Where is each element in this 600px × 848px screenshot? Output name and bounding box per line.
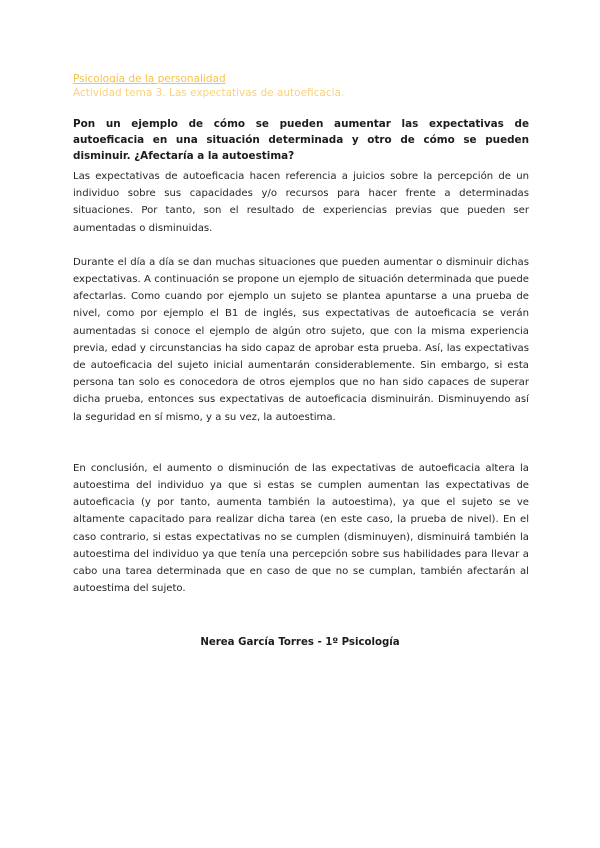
course-title: Psicología de la personalidad — [73, 73, 226, 85]
question-text: Pon un ejemplo de cómo se pueden aumentar las expectativas de autoeficacia en una situación determinada y otro de cómo se pueden disminuir. ¿Afectaría a la autoestima? — [73, 118, 529, 162]
paragraph-conclusion: En conclusión, el aumento o disminución de las expectativas de autoeficacia altera la autoestima del individuo ya que si estas se cumplen aumentan las expectativas de autoeficacia (y por tanto, aumenta también la autoestima), ya que el sujeto se ve altamente capacitado para realizar dicha tarea (en este caso, la prueba de nivel). En el caso contrario, si estas expectativas no se cumplen (disminuyen), disminuirá también la autoestima del individuo ya que tenía una percepción sobre sus habilidades para llevar a cabo una tarea determinada que en caso de que no se cumplan, también afectarán al autoestima del sujeto. — [73, 462, 529, 595]
document-page — [73, 72, 529, 597]
paragraph-spacer — [73, 237, 529, 254]
paragraph-definition: Las expectativas de autoeficacia hacen referencia a juicios sobre la percepción de un individuo sobre sus capacidades y/o recursos para hacer frente a determinadas situaciones. Por tanto, son el resultado de experiencias previas que pueden ser aumentadas o disminuidas. — [73, 171, 529, 234]
paragraph-example: Durante el día a día se dan muchas situaciones que pueden aumentar o disminuir dichas expectativas. A continuación se propone un ejemplo de situación determinada que puede afectarlas. Como cuando por ejemplo un sujeto se plantea apuntarse a una prueba de nivel, como por ejemplo el B1 de inglés, sus expectativas de autoeficacia se verán aumentadas si conoce el ejemplo de algún otro sujeto, que con la misma experiencia previa, edad y circunstancias ha sido capaz de aprobar esta prueba. Así, las expectativas de autoeficacia del sujeto inicial aumentarán considerablemente. Sin embargo, si esta persona tan solo es conocedora de otros ejemplos que no han sido capaces de superar dicha prueba, entonces sus expectativas de autoeficacia disminuirán. Disminuyendo así la seguridad en sí mismo, y a su vez, la autoestima. — [73, 256, 529, 423]
activity-title: Actividad tema 3. Las expectativas de autoeficacia. — [73, 87, 345, 99]
author-signature: Nerea García Torres - 1º Psicología — [200, 637, 400, 648]
paragraph-spacer — [73, 426, 529, 460]
